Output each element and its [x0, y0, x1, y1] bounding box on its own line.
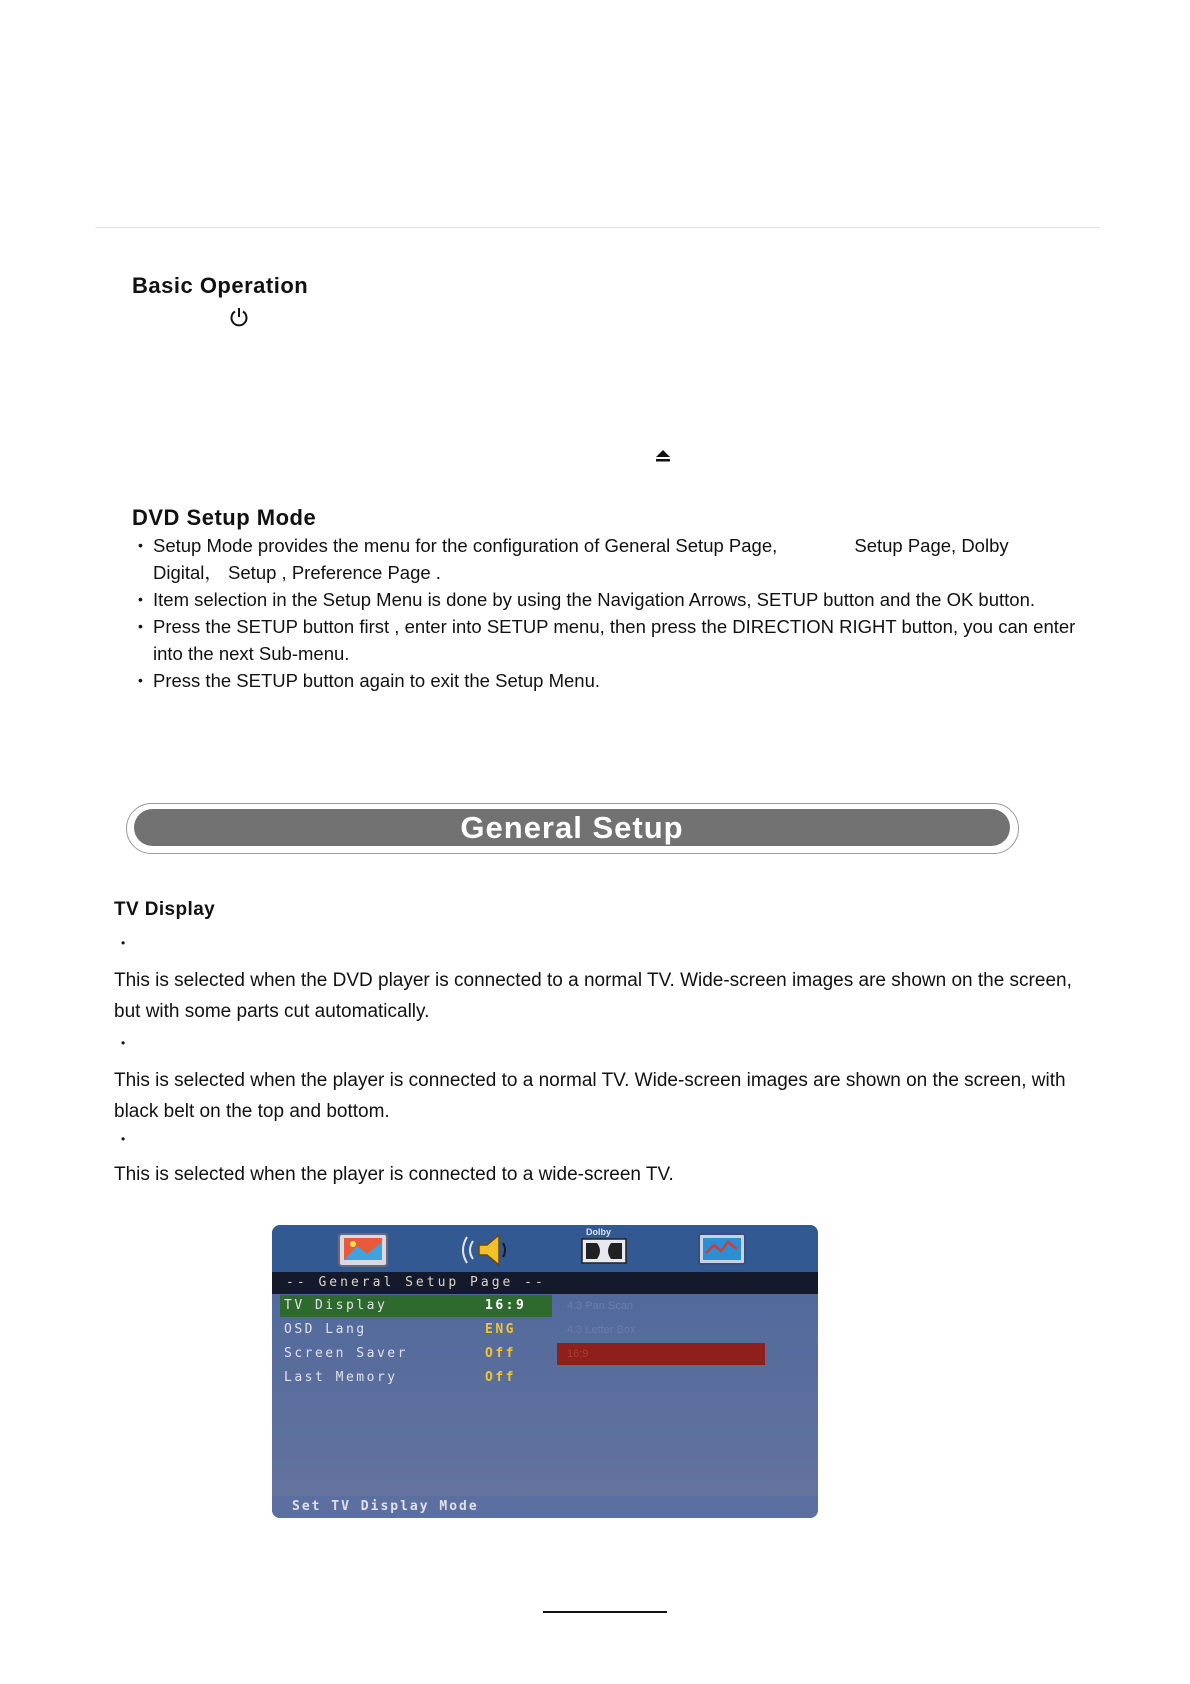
dvd-setup-bullet-list: [138, 532, 1078, 694]
menu-item-value: 16:9: [485, 1298, 527, 1313]
footer-rule: [543, 1611, 667, 1613]
list-item: • Press the SETUP button first , enter into SETUP menu, then press the DIRECTION RIGHT button, you can enter into the next Sub-menu.: [138, 613, 1078, 667]
section-heading-basic-operation: Basic Operation: [132, 273, 309, 298]
tv-display-paragraph-3: This is selected when the player is connected to a wide-screen TV.: [114, 1164, 674, 1185]
bullet-marker: •: [121, 1036, 126, 1050]
list-item: • Setup Mode provides the menu for the configuration of General Setup Page, Setup Page, Dolby Digital， Setup , Preference Page .: [138, 532, 1078, 586]
submenu-option-pan-scan[interactable]: 4:3 Pan Scan: [567, 1300, 634, 1312]
speaker-icon: [457, 1231, 513, 1269]
osd-icon-bar: [272, 1225, 818, 1272]
power-icon: [229, 306, 249, 328]
general-setup-banner: General Setup: [134, 809, 1010, 846]
menu-item-label: Screen Saver: [284, 1346, 408, 1361]
menu-item-screen-saver[interactable]: [280, 1343, 552, 1365]
menu-item-label: OSD Lang: [284, 1322, 367, 1337]
osd-screenshot: [272, 1225, 818, 1518]
header-divider: [95, 227, 1100, 228]
tv-display-paragraph-2: This is selected when the player is connected to a normal TV. Wide-screen images are shown on the screen, with black belt on the top and bottom.: [114, 1070, 1066, 1122]
submenu-option-letter-box[interactable]: 4:3 Letter Box: [567, 1324, 636, 1336]
menu-item-last-memory[interactable]: [280, 1367, 552, 1389]
menu-item-osd-lang[interactable]: [280, 1319, 552, 1341]
menu-item-tv-display[interactable]: [280, 1295, 552, 1317]
menu-item-label: TV Display: [284, 1298, 388, 1313]
preference-icon: [697, 1231, 747, 1267]
section-heading-tv-display: TV Display: [114, 899, 216, 920]
eject-icon: [655, 449, 671, 463]
menu-item-value: Off: [485, 1346, 516, 1361]
menu-item-label: Last Memory: [284, 1370, 398, 1385]
list-item: • Press the SETUP button again to exit the Setup Menu.: [138, 667, 1078, 694]
bullet-marker: •: [121, 936, 126, 950]
dolby-icon: [581, 1238, 627, 1264]
tv-screen-icon: [337, 1232, 389, 1268]
section-heading-dvd-setup-mode: DVD Setup Mode: [132, 505, 317, 530]
menu-item-value: ENG: [485, 1322, 516, 1337]
bullet-marker: •: [121, 1132, 126, 1146]
dolby-label: Dolby: [586, 1227, 612, 1237]
submenu-option-wide[interactable]: 16:9: [557, 1343, 765, 1365]
osd-page-title: -- General Setup Page --: [272, 1272, 818, 1294]
osd-status-text: Set TV Display Mode: [272, 1496, 818, 1518]
tv-display-paragraph-1: This is selected when the DVD player is connected to a normal TV. Wide-screen images are shown on the screen, but with some parts cut automatically.: [114, 970, 1072, 1022]
list-item: • Item selection in the Setup Menu is done by using the Navigation Arrows, SETUP button and the OK button.: [138, 586, 1078, 613]
menu-item-value: Off: [485, 1370, 516, 1385]
